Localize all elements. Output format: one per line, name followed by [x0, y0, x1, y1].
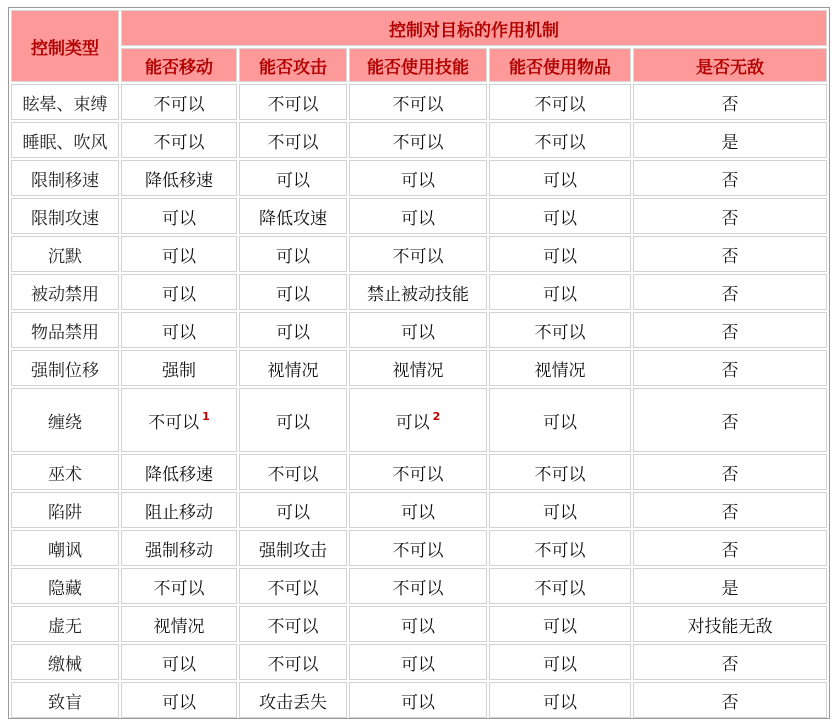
table-cell — [349, 198, 487, 234]
table-cell — [349, 312, 487, 348]
cell-value: 不可以 — [148, 412, 200, 433]
cell-value: 降低攻速 — [259, 208, 327, 229]
table-cell — [489, 312, 631, 348]
table-cell — [489, 84, 631, 120]
table-cell — [239, 568, 347, 604]
cell-value: 不可以 — [267, 616, 319, 637]
table-row — [11, 84, 827, 120]
table-cell — [239, 236, 347, 272]
table-cell — [121, 388, 237, 452]
table-cell — [349, 350, 487, 386]
table-cell — [489, 122, 631, 158]
table-cell — [633, 84, 827, 120]
table-cell — [121, 530, 237, 566]
cell-value: 可以 — [543, 654, 577, 675]
cell-value: 可以 — [162, 322, 196, 343]
table-cell — [633, 644, 827, 680]
table-cell — [489, 198, 631, 234]
table-cell — [633, 122, 827, 158]
cell-value: 否 — [721, 412, 739, 433]
cell-value: 可以 — [162, 654, 196, 675]
table-cell — [349, 682, 487, 718]
control-type-cell: 限制移速 — [11, 160, 119, 196]
cell-value: 不可以 — [153, 578, 205, 599]
cell-value: 视情况 — [267, 360, 319, 381]
cell-value: 否 — [721, 654, 739, 675]
table-cell — [349, 122, 487, 158]
control-type-cell: 缠绕 — [11, 388, 119, 452]
cell-value: 视情况 — [153, 616, 205, 637]
control-type-cell: 陷阱 — [11, 492, 119, 528]
cell-value: 否 — [721, 170, 739, 191]
cell-value: 否 — [721, 94, 739, 115]
table-cell — [349, 236, 487, 272]
table-row — [11, 644, 827, 680]
cell-value: 不可以 — [392, 464, 444, 485]
table-cell — [121, 682, 237, 718]
table-row — [11, 530, 827, 566]
cell-value: 否 — [721, 208, 739, 229]
cell-value: 不可以 — [534, 132, 586, 153]
table-cell — [489, 274, 631, 310]
cell-value: 可以 — [543, 208, 577, 229]
control-type-cell: 限制攻速 — [11, 198, 119, 234]
table-cell — [633, 454, 827, 490]
table-cell — [239, 644, 347, 680]
cell-value: 可以 — [543, 246, 577, 267]
table-cell — [239, 198, 347, 234]
table-cell — [239, 388, 347, 452]
table-cell — [349, 388, 487, 452]
cell-value: 不可以 — [267, 132, 319, 153]
cell-value: 不可以 — [392, 578, 444, 599]
table-cell — [633, 198, 827, 234]
table-cell — [239, 84, 347, 120]
column-header: 能否攻击 — [239, 48, 347, 82]
cell-value: 阻止移动 — [145, 502, 213, 523]
table-row — [11, 454, 827, 490]
table-cell — [121, 568, 237, 604]
control-type-cell: 嘲讽 — [11, 530, 119, 566]
table-cell — [121, 84, 237, 120]
table-row — [11, 350, 827, 386]
table-cell — [489, 606, 631, 642]
corner-header: 控制类型 — [11, 10, 119, 82]
control-type-cell: 致盲 — [11, 682, 119, 718]
table-cell — [349, 530, 487, 566]
table-cell — [121, 236, 237, 272]
column-header: 能否移动 — [121, 48, 237, 82]
table-cell — [121, 454, 237, 490]
table-body — [11, 84, 827, 718]
cell-value: 视情况 — [534, 360, 586, 381]
table-cell — [121, 198, 237, 234]
cell-value: 不可以 — [534, 94, 586, 115]
header-row-1 — [11, 10, 827, 46]
cell-value: 可以 — [543, 412, 577, 433]
table-cell — [349, 84, 487, 120]
table-cell — [489, 350, 631, 386]
table-row — [11, 122, 827, 158]
cell-value: 否 — [721, 692, 739, 713]
table-cell — [489, 644, 631, 680]
column-header: 能否使用物品 — [489, 48, 631, 82]
control-type-cell: 虚无 — [11, 606, 119, 642]
cell-value: 可以 — [543, 692, 577, 713]
cell-value: 不可以 — [267, 94, 319, 115]
cell-value: 否 — [721, 322, 739, 343]
cell-value: 不可以 — [153, 132, 205, 153]
cell-value: 可以 — [401, 170, 435, 191]
cell-value: 可以 — [401, 502, 435, 523]
cell-value: 是 — [721, 578, 739, 599]
cell-value: 是 — [721, 132, 739, 153]
cell-value: 可以 — [162, 208, 196, 229]
cell-value: 降低移速 — [145, 170, 213, 191]
table-row — [11, 388, 827, 452]
table-row — [11, 568, 827, 604]
cell-value: 不可以 — [392, 246, 444, 267]
control-type-cell: 强制位移 — [11, 350, 119, 386]
table-cell — [633, 606, 827, 642]
table-cell — [349, 274, 487, 310]
table-cell — [349, 454, 487, 490]
table-cell — [239, 312, 347, 348]
table-cell — [121, 350, 237, 386]
control-mechanism-table — [9, 8, 829, 720]
table-row — [11, 160, 827, 196]
control-type-cell: 隐藏 — [11, 568, 119, 604]
table-cell — [489, 530, 631, 566]
cell-value: 不可以 — [267, 464, 319, 485]
table-row — [11, 236, 827, 272]
control-type-cell: 沉默 — [11, 236, 119, 272]
cell-value: 可以 — [401, 616, 435, 637]
cell-value: 可以 — [276, 284, 310, 305]
table-row — [11, 312, 827, 348]
cell-value: 强制移动 — [145, 540, 213, 561]
table-row — [11, 682, 827, 718]
table-cell — [489, 682, 631, 718]
table-row — [11, 274, 827, 310]
column-header: 能否使用技能 — [349, 48, 487, 82]
header-row-2 — [11, 48, 827, 82]
table-cell — [633, 312, 827, 348]
cell-value: 可以 — [543, 616, 577, 637]
table-cell — [489, 236, 631, 272]
cell-value: 否 — [721, 360, 739, 381]
footnote-marker: 2 — [432, 409, 441, 423]
cell-value: 可以 — [401, 692, 435, 713]
cell-value: 视情况 — [392, 360, 444, 381]
cell-value: 强制攻击 — [259, 540, 327, 561]
cell-value: 可以 — [401, 654, 435, 675]
cell-value: 强制 — [162, 360, 196, 381]
column-header: 是否无敌 — [633, 48, 827, 82]
table-cell — [489, 454, 631, 490]
table-cell — [349, 160, 487, 196]
control-type-cell: 眩晕、束缚 — [11, 84, 119, 120]
cell-value: 不可以 — [153, 94, 205, 115]
cell-value: 不可以 — [392, 94, 444, 115]
table-cell — [121, 644, 237, 680]
cell-value: 可以 — [276, 246, 310, 267]
cell-value: 否 — [721, 540, 739, 561]
cell-value: 可以 — [162, 284, 196, 305]
table-cell — [633, 388, 827, 452]
table-cell — [121, 160, 237, 196]
table-cell — [121, 312, 237, 348]
table-cell — [121, 274, 237, 310]
cell-value: 可以 — [543, 284, 577, 305]
cell-value: 可以 — [395, 412, 430, 433]
control-mechanism-table-frame — [8, 7, 830, 719]
table-cell — [489, 492, 631, 528]
cell-value: 不可以 — [392, 132, 444, 153]
table-cell — [239, 122, 347, 158]
table-cell — [633, 274, 827, 310]
table-cell — [239, 160, 347, 196]
table-cell — [349, 568, 487, 604]
cell-value: 可以 — [543, 170, 577, 191]
control-type-cell: 缴械 — [11, 644, 119, 680]
cell-value: 否 — [721, 502, 739, 523]
table-cell — [239, 350, 347, 386]
cell-value: 可以 — [401, 208, 435, 229]
cell-value: 不可以 — [534, 578, 586, 599]
cell-value: 可以 — [543, 502, 577, 523]
cell-value: 降低移速 — [145, 464, 213, 485]
control-type-cell: 物品禁用 — [11, 312, 119, 348]
table-cell — [121, 122, 237, 158]
footnote-marker: 1 — [202, 409, 210, 423]
table-cell — [121, 606, 237, 642]
table-cell — [239, 274, 347, 310]
cell-value: 对技能无敌 — [687, 616, 773, 637]
table-cell — [489, 388, 631, 452]
cell-value: 不可以 — [534, 322, 586, 343]
cell-value: 攻击丢失 — [259, 692, 327, 713]
cell-value: 否 — [721, 464, 739, 485]
cell-value: 不可以 — [267, 654, 319, 675]
cell-value: 可以 — [276, 412, 310, 433]
table-cell — [633, 530, 827, 566]
cell-value: 禁止被动技能 — [367, 284, 469, 305]
table-cell — [633, 160, 827, 196]
control-type-cell: 巫术 — [11, 454, 119, 490]
cell-value: 可以 — [162, 692, 196, 713]
table-cell — [633, 492, 827, 528]
cell-value: 可以 — [276, 322, 310, 343]
table-row — [11, 198, 827, 234]
group-header: 控制对目标的作用机制 — [121, 10, 827, 46]
cell-value: 不可以 — [534, 540, 586, 561]
control-type-cell: 睡眠、吹风 — [11, 122, 119, 158]
table-cell — [349, 492, 487, 528]
control-type-cell: 被动禁用 — [11, 274, 119, 310]
table-cell — [239, 682, 347, 718]
table-cell — [239, 492, 347, 528]
cell-value: 否 — [721, 246, 739, 267]
table-cell — [121, 492, 237, 528]
table-cell — [633, 568, 827, 604]
table-cell — [633, 682, 827, 718]
table-row — [11, 606, 827, 642]
cell-value: 否 — [721, 284, 739, 305]
table-cell — [239, 606, 347, 642]
table-cell — [633, 236, 827, 272]
table-cell — [489, 160, 631, 196]
table-cell — [633, 350, 827, 386]
table-cell — [489, 568, 631, 604]
table-cell — [239, 454, 347, 490]
cell-value: 不可以 — [534, 464, 586, 485]
cell-value: 不可以 — [267, 578, 319, 599]
table-cell — [239, 530, 347, 566]
cell-value: 不可以 — [392, 540, 444, 561]
table-row — [11, 492, 827, 528]
cell-value: 可以 — [162, 246, 196, 267]
cell-value: 可以 — [401, 322, 435, 343]
table-cell — [349, 644, 487, 680]
cell-value: 可以 — [276, 502, 310, 523]
table-cell — [349, 606, 487, 642]
cell-value: 可以 — [276, 170, 310, 191]
